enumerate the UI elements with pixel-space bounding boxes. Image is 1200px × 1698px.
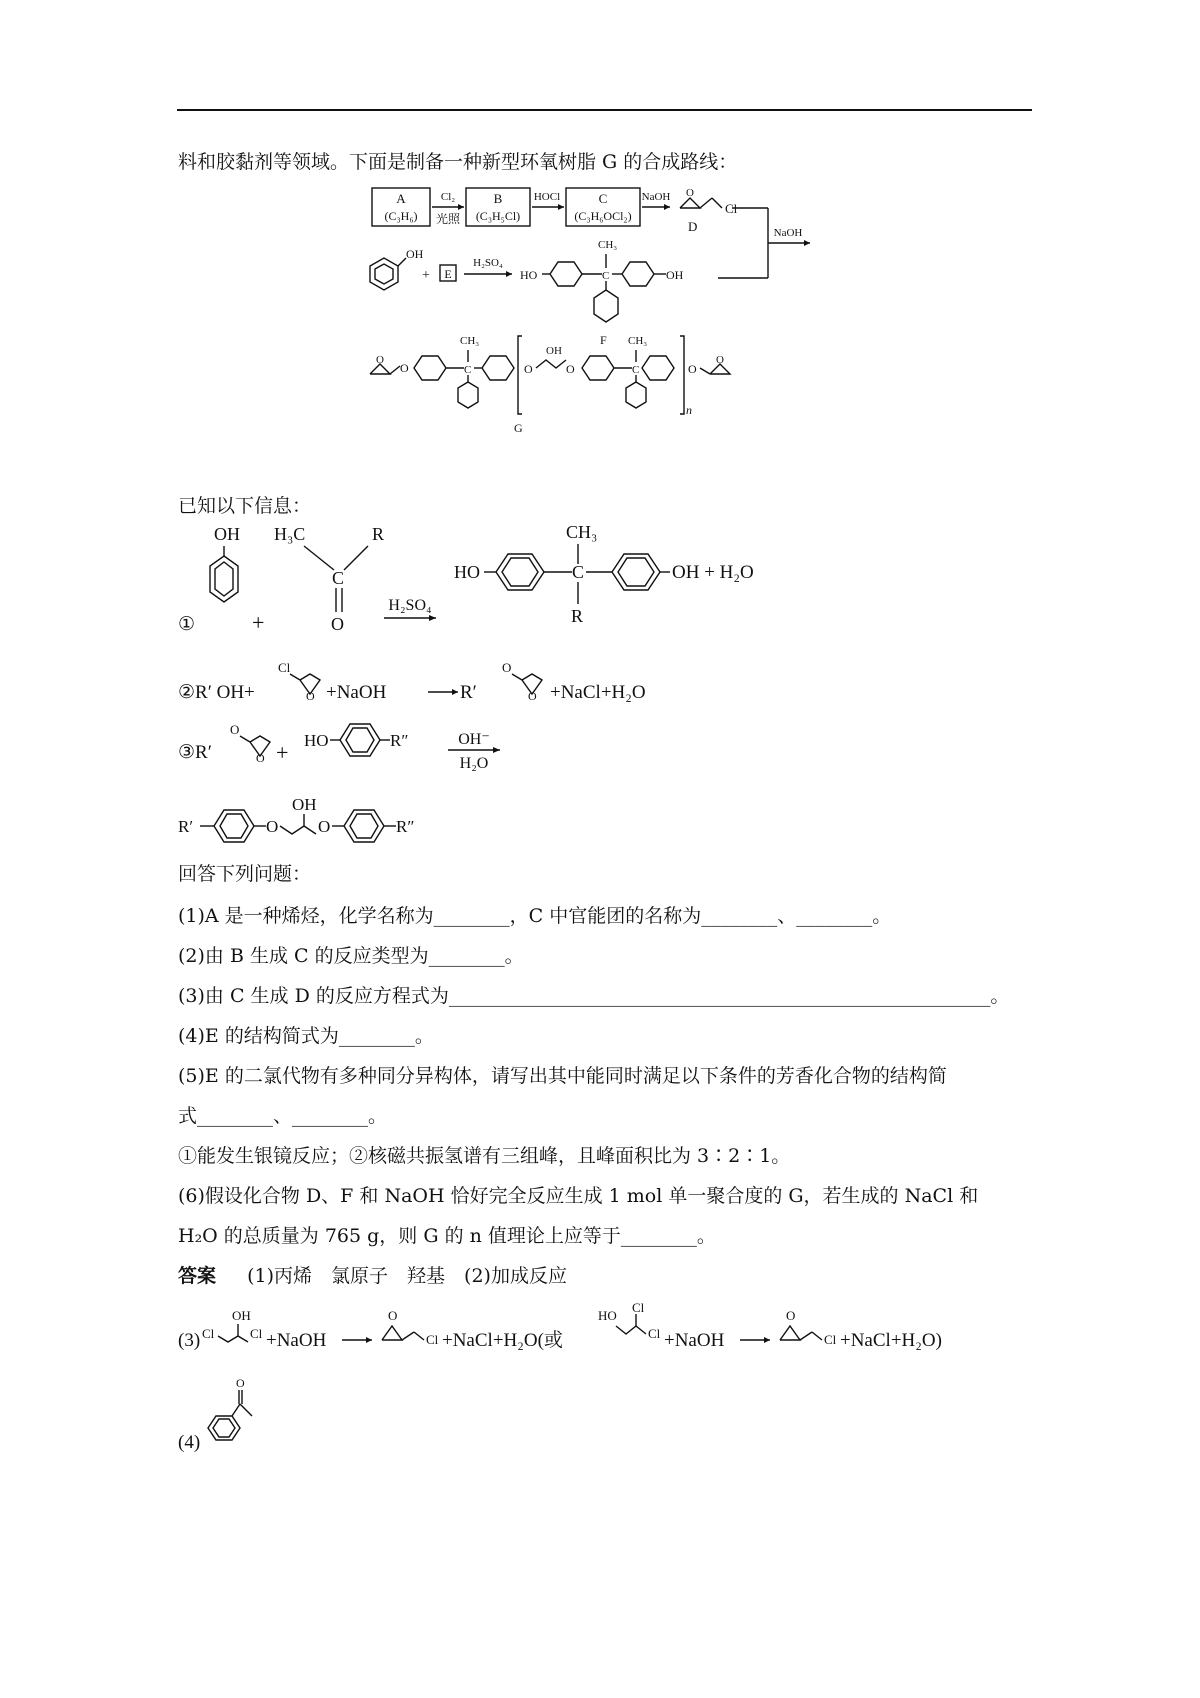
questions-title: 回答下列问题：	[178, 863, 312, 885]
a3-part3: +NaOH	[664, 1330, 725, 1351]
svg-text:Cl: Cl	[648, 1326, 661, 1341]
question-5: (5)E 的二氯代物有多种同分异构体，请写出其中能同时满足以下条件的芳香化合物的结构简	[178, 1065, 947, 1087]
g-n: n	[686, 403, 692, 417]
info2-lead: ②R′ OH+	[178, 682, 255, 703]
a3-o: O	[388, 1308, 398, 1323]
answer-3-figure	[178, 1298, 1038, 1358]
info1-c2: C	[572, 562, 585, 582]
info3-o2: O	[256, 751, 265, 765]
a3-part4: +NaCl+H₂O)	[840, 1330, 942, 1351]
answer-4-figure	[178, 1376, 298, 1456]
a3-part2: +NaCl+H₂O(或	[442, 1330, 563, 1351]
a3-cl2: Cl	[250, 1326, 263, 1341]
question-5-conditions: ①能发生银镜反应；②核磁共振氢谱有三组峰，且峰面积比为 3∶2∶1。	[178, 1145, 791, 1167]
a3-ho: HO	[598, 1308, 617, 1323]
g-oh: OH	[546, 345, 562, 357]
info1-oh: OH	[214, 524, 240, 544]
info3-p-r2: R″	[396, 817, 415, 836]
route-reagent4: NaOH	[773, 227, 803, 239]
a3-oh: OH	[232, 1308, 251, 1323]
compound-f-structure	[520, 239, 684, 347]
a3-o2: O	[786, 1308, 796, 1323]
route-a-label: A	[396, 191, 406, 206]
a3-cl5: Cl	[824, 1332, 837, 1347]
known-info-3-figure	[178, 718, 738, 848]
f-label: F	[600, 333, 607, 347]
known-title: 已知以下信息：	[178, 495, 312, 517]
info3-r2: R″	[390, 731, 409, 750]
a3-part1: +NaOH	[266, 1330, 327, 1351]
g-ch3-1: CH₃	[460, 335, 480, 347]
a3-cl3: Cl	[426, 1332, 439, 1347]
question-4: (4)E 的结构简式为________。	[178, 1025, 434, 1047]
info1-num: ①	[178, 614, 196, 635]
info1-c: C	[332, 568, 345, 588]
info1-plus: +	[252, 610, 265, 635]
answer-line	[178, 1264, 567, 1288]
route-plus: +	[422, 268, 430, 283]
route-d-cl: Cl	[725, 201, 738, 216]
info3-p-o2: O	[318, 817, 331, 836]
route-reagent5: H₂SO₄	[473, 257, 503, 269]
g-ch3-2: CH₃	[628, 335, 648, 347]
g-c1: C	[464, 364, 472, 376]
intro-text: 料和胶黏剂等领域。下面是制备一种新型环氧树脂 G 的合成路线：	[178, 151, 738, 173]
route-reagent1-bottom: 光照	[435, 212, 461, 226]
info1-ho: HO	[454, 562, 480, 582]
route-d-label: D	[688, 219, 698, 234]
info3-p-o1: O	[266, 817, 279, 836]
f-ho: HO	[520, 268, 538, 282]
route-a-formula: (C₃H₆)	[384, 209, 418, 223]
info2-mid: +NaOH	[326, 682, 387, 703]
g-label: G	[514, 421, 523, 435]
synthesis-route-figure	[370, 186, 840, 486]
route-b-label: B	[493, 191, 503, 206]
info1-product-tail: OH + H₂O	[672, 562, 754, 583]
info3-o: O	[230, 722, 240, 737]
question-6-cont: H₂O 的总质量为 765 g，则 G 的 n 值理论上应等于________。	[178, 1225, 716, 1247]
route-b-formula: (C₃H₅Cl)	[475, 209, 521, 223]
info3-ho: HO	[304, 731, 329, 750]
a4-lead: (4)	[178, 1432, 201, 1453]
compound-d-structure	[680, 187, 738, 234]
info1-h3c: H₃C	[274, 524, 306, 544]
a3-cl4: Cl	[632, 1300, 645, 1315]
svg-text:O: O	[716, 354, 724, 366]
route-reagent2: HOCl	[533, 191, 561, 203]
g-o4: O	[688, 362, 697, 376]
known-info-2-figure	[178, 656, 778, 706]
info2-o2: O	[502, 660, 512, 675]
info3-p-oh: OH	[292, 795, 317, 814]
route-c-label: C	[598, 191, 608, 206]
info3-lead: ③R′	[178, 742, 212, 763]
answer-label: 答案	[178, 1265, 217, 1287]
info3-plus: +	[276, 740, 289, 765]
info2-o: O	[306, 689, 315, 703]
compound-g-structure	[370, 335, 730, 435]
info1-r: R	[372, 524, 385, 544]
info1-reagent: H₂SO₄	[388, 597, 432, 614]
info1-r2: R	[571, 606, 584, 626]
route-e-label: E	[444, 267, 452, 281]
question-6: (6)假设化合物 D、F 和 NaOH 恰好完全反应生成 1 mol 单一聚合度的 G，若生成的 NaCl 和	[178, 1185, 979, 1207]
info1-o: O	[331, 614, 344, 634]
answer-text: (1)丙烯 氯原子 羟基 (2)加成反应	[247, 1265, 567, 1287]
known-info-1-figure	[178, 518, 878, 636]
header-rule	[177, 109, 1032, 111]
svg-text:O: O	[376, 354, 384, 366]
info2-r: R′	[460, 682, 477, 703]
a3-cl1: Cl	[202, 1326, 215, 1341]
f-c: C	[602, 270, 610, 282]
phenol-oh: OH	[406, 247, 424, 261]
g-o2: O	[524, 362, 533, 376]
g-o3: O	[566, 362, 575, 376]
info3-p-r1: R′	[178, 817, 194, 836]
info3-reagent-top: OH⁻	[458, 731, 490, 748]
info1-ch3: CH₃	[566, 522, 598, 542]
info3-reagent-bottom: H₂O	[459, 755, 489, 772]
route-c-formula: (C₃H₆OCl₂)	[574, 209, 632, 223]
phenol-structure	[370, 247, 424, 290]
a3-lead: (3)	[178, 1330, 201, 1351]
info2-tail: +NaCl+H₂O	[550, 682, 646, 703]
route-reagent1-top: Cl₂	[440, 191, 456, 203]
question-1: (1)A 是一种烯烃，化学名称为________，C 中官能团的名称为________、________。	[178, 905, 892, 927]
f-oh: OH	[666, 268, 684, 282]
question-3: (3)由 C 生成 D 的反应方程式为_________________________________________________________。	[178, 985, 1010, 1007]
info2-o3: O	[528, 689, 537, 703]
info2-cl: Cl	[278, 660, 291, 675]
a4-o: O	[236, 1376, 245, 1390]
question-5-cont: 式________、________。	[178, 1105, 388, 1127]
g-o1: O	[400, 361, 409, 375]
question-2: (2)由 B 生成 C 的反应类型为________。	[178, 945, 524, 967]
f-ch3: CH₃	[598, 239, 618, 251]
g-c2: C	[632, 364, 640, 376]
route-d-o: O	[686, 187, 694, 199]
route-reagent3: NaOH	[641, 191, 671, 203]
